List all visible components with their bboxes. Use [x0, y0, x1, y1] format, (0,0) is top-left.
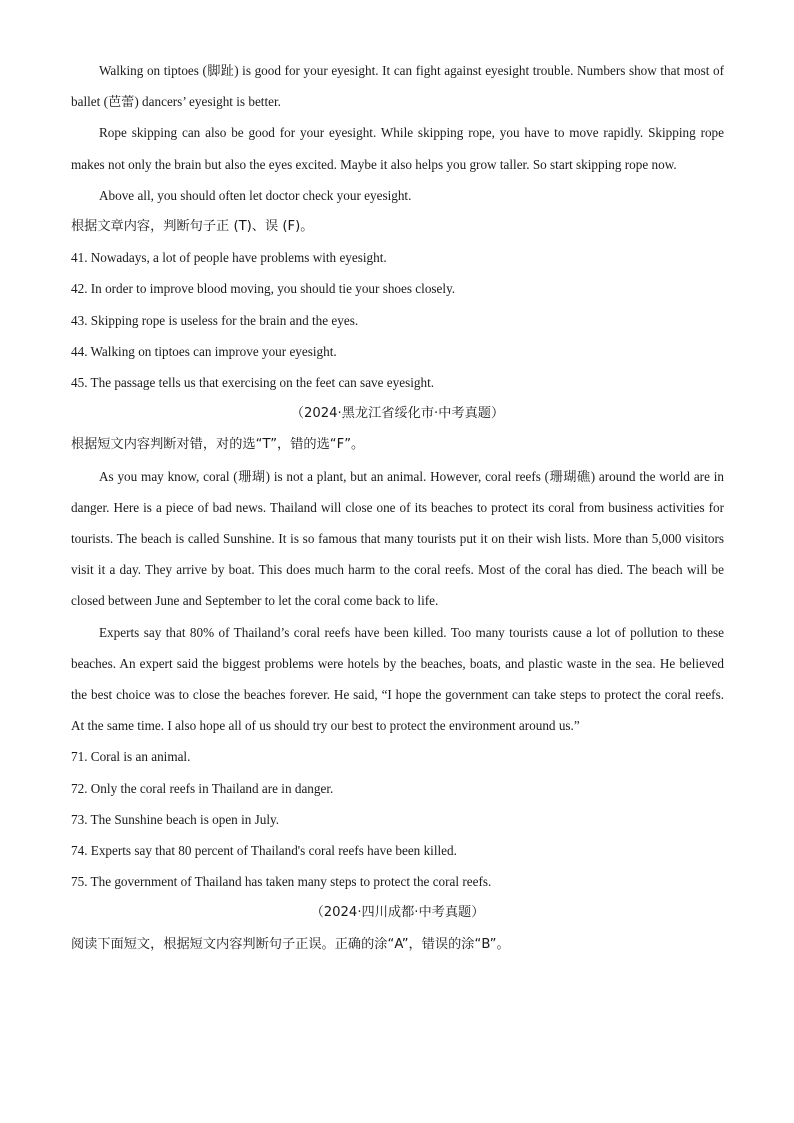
question-item: 73. The Sunshine beach is open in July. [71, 811, 280, 827]
instruction-text: 阅读下面短文，根据短文内容判断句子正误。正确的涂“A”，错误的涂“B”。 [71, 936, 510, 952]
passage-paragraph: Above all, you should often let doctor check your eyesight. [99, 187, 412, 203]
question-item: 72. Only the coral reefs in Thailand are in danger. [71, 780, 334, 796]
passage-paragraph: Experts say that 80% of Thailand’s coral reefs have been killed. Too many tourists cause a lot of pollution to these beaches. An expert said the biggest problems were hotels by the beaches, boats, and plastic waste in the sea. He believed the best choice was to close the beaches forever. He said, “I hope the government can take steps to protect the coral reefs. At the same time. I also hope all of us should try our best to protect the environment around us.” [71, 624, 724, 734]
question-item: 45. The passage tells us that exercising on the feet can save eyesight. [71, 375, 435, 391]
question-item: 71. Coral is an animal. [71, 749, 191, 765]
question-item: 43. Skipping rope is useless for the brain and the eyes. [71, 312, 359, 328]
passage-paragraph: Rope skipping can also be good for your eyesight. While skipping rope, you have to move rapidly. Skipping rope makes not only the brain but also the eyes excited. Maybe it also helps you grow taller. So start skipping rope now. [71, 125, 724, 172]
passage-paragraph: As you may know, coral (珊瑚) is not a plant, but an animal. However, coral reefs (珊瑚礁) around the world are in danger. Here is a piece of bad news. Thailand will close one of its beaches to protect its coral from business activities for tourists. The beach is called Sunshine. It is so famous that many tourists put it on their wish lists. More than 5,000 visitors visit it a day. They arrive by boat. This does much harm to the coral reefs. Most of the coral has died. The beach will be closed between June and September to let the coral come back to life. [71, 468, 724, 609]
exam-source-label: （2024·四川成都·中考真题） [310, 905, 485, 921]
question-item: 41. Nowadays, a lot of people have problems with eyesight. [71, 250, 387, 266]
instruction-text: 根据文章内容，判断句子正 (T)、误 (F)。 [71, 219, 314, 235]
question-item: 42. In order to improve blood moving, you should tie your shoes closely. [71, 281, 456, 297]
question-item: 75. The government of Thailand has taken many steps to protect the coral reefs. [71, 874, 492, 890]
instruction-text: 根据短文内容判断对错，对的选“T”，错的选“F”。 [71, 437, 365, 453]
question-item: 44. Walking on tiptoes can improve your eyesight. [71, 343, 337, 359]
passage-paragraph: Walking on tiptoes (脚趾) is good for your eyesight. It can fight against eyesight trouble. Numbers show that most of ballet (芭蕾) dancers’ eyesight is better. [71, 63, 724, 110]
question-item: 74. Experts say that 80 percent of Thailand's coral reefs have been killed. [71, 843, 457, 859]
exam-source-label: （2024·黑龙江省绥化市·中考真题） [290, 406, 505, 422]
